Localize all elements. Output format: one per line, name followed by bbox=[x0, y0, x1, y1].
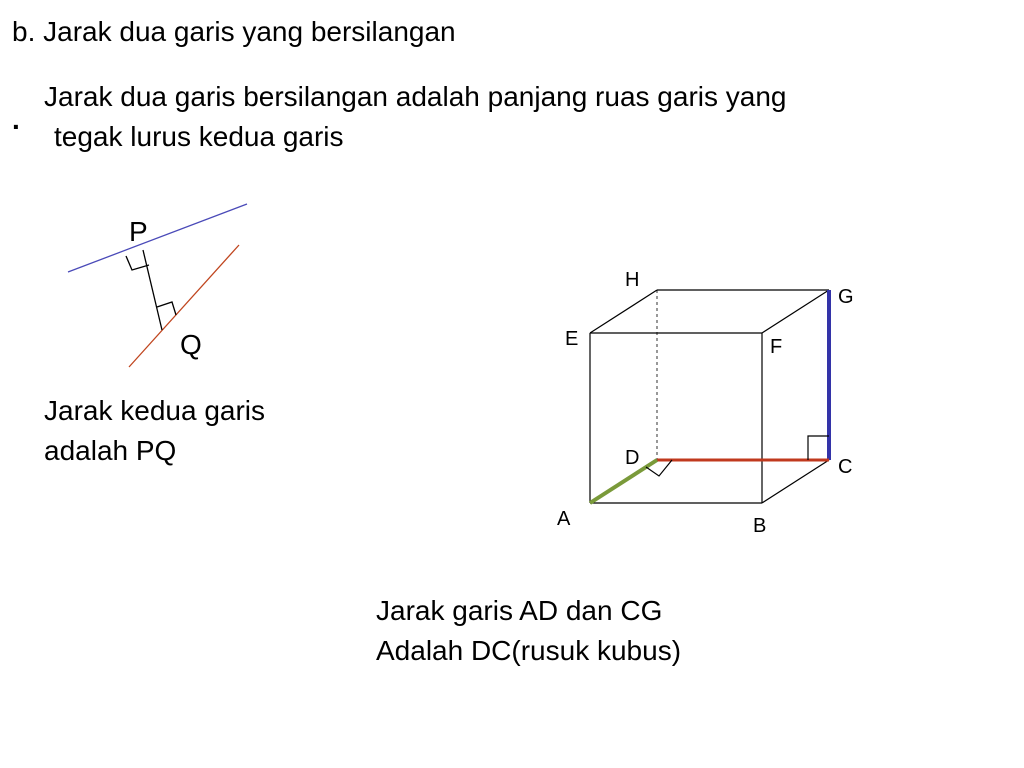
vertex-label-h: H bbox=[625, 269, 640, 291]
vertex-label-f: F bbox=[770, 336, 783, 358]
edge-eh bbox=[590, 290, 657, 333]
label-p: P bbox=[129, 216, 148, 247]
edge-ad-highlight bbox=[590, 460, 657, 503]
vertex-label-b: B bbox=[753, 515, 767, 537]
figure2-caption-line-2: Adalah DC(rusuk kubus) bbox=[376, 635, 682, 666]
definition-line-2: tegak lurus kedua garis bbox=[54, 121, 344, 152]
segment-pq bbox=[143, 250, 162, 330]
vertex-label-d: D bbox=[625, 447, 640, 469]
edge-fg bbox=[762, 290, 829, 333]
vertex-label-e: E bbox=[565, 328, 579, 350]
slide-title: b. Jarak dua garis yang bersilangan bbox=[12, 16, 456, 47]
label-q: Q bbox=[180, 329, 202, 360]
right-angle-mark-c bbox=[808, 436, 829, 460]
line-through-p bbox=[68, 204, 247, 272]
right-angle-mark-q bbox=[157, 302, 176, 315]
figure2-caption-line-1: Jarak garis AD dan CG bbox=[376, 595, 663, 626]
vertex-label-c: C bbox=[838, 456, 853, 478]
figure1-caption-line-1: Jarak kedua garis bbox=[44, 395, 266, 426]
vertex-label-g: G bbox=[838, 286, 854, 308]
definition-line-1: Jarak dua garis bersilangan adalah panjang ruas garis yang bbox=[44, 81, 787, 112]
skew-lines-figure bbox=[68, 204, 247, 367]
figure1-caption-line-2: adalah PQ bbox=[44, 435, 177, 466]
edge-bc bbox=[762, 460, 829, 503]
cube-figure bbox=[557, 269, 854, 537]
bullet-marker: . bbox=[12, 104, 20, 135]
vertex-label-a: A bbox=[557, 508, 571, 530]
